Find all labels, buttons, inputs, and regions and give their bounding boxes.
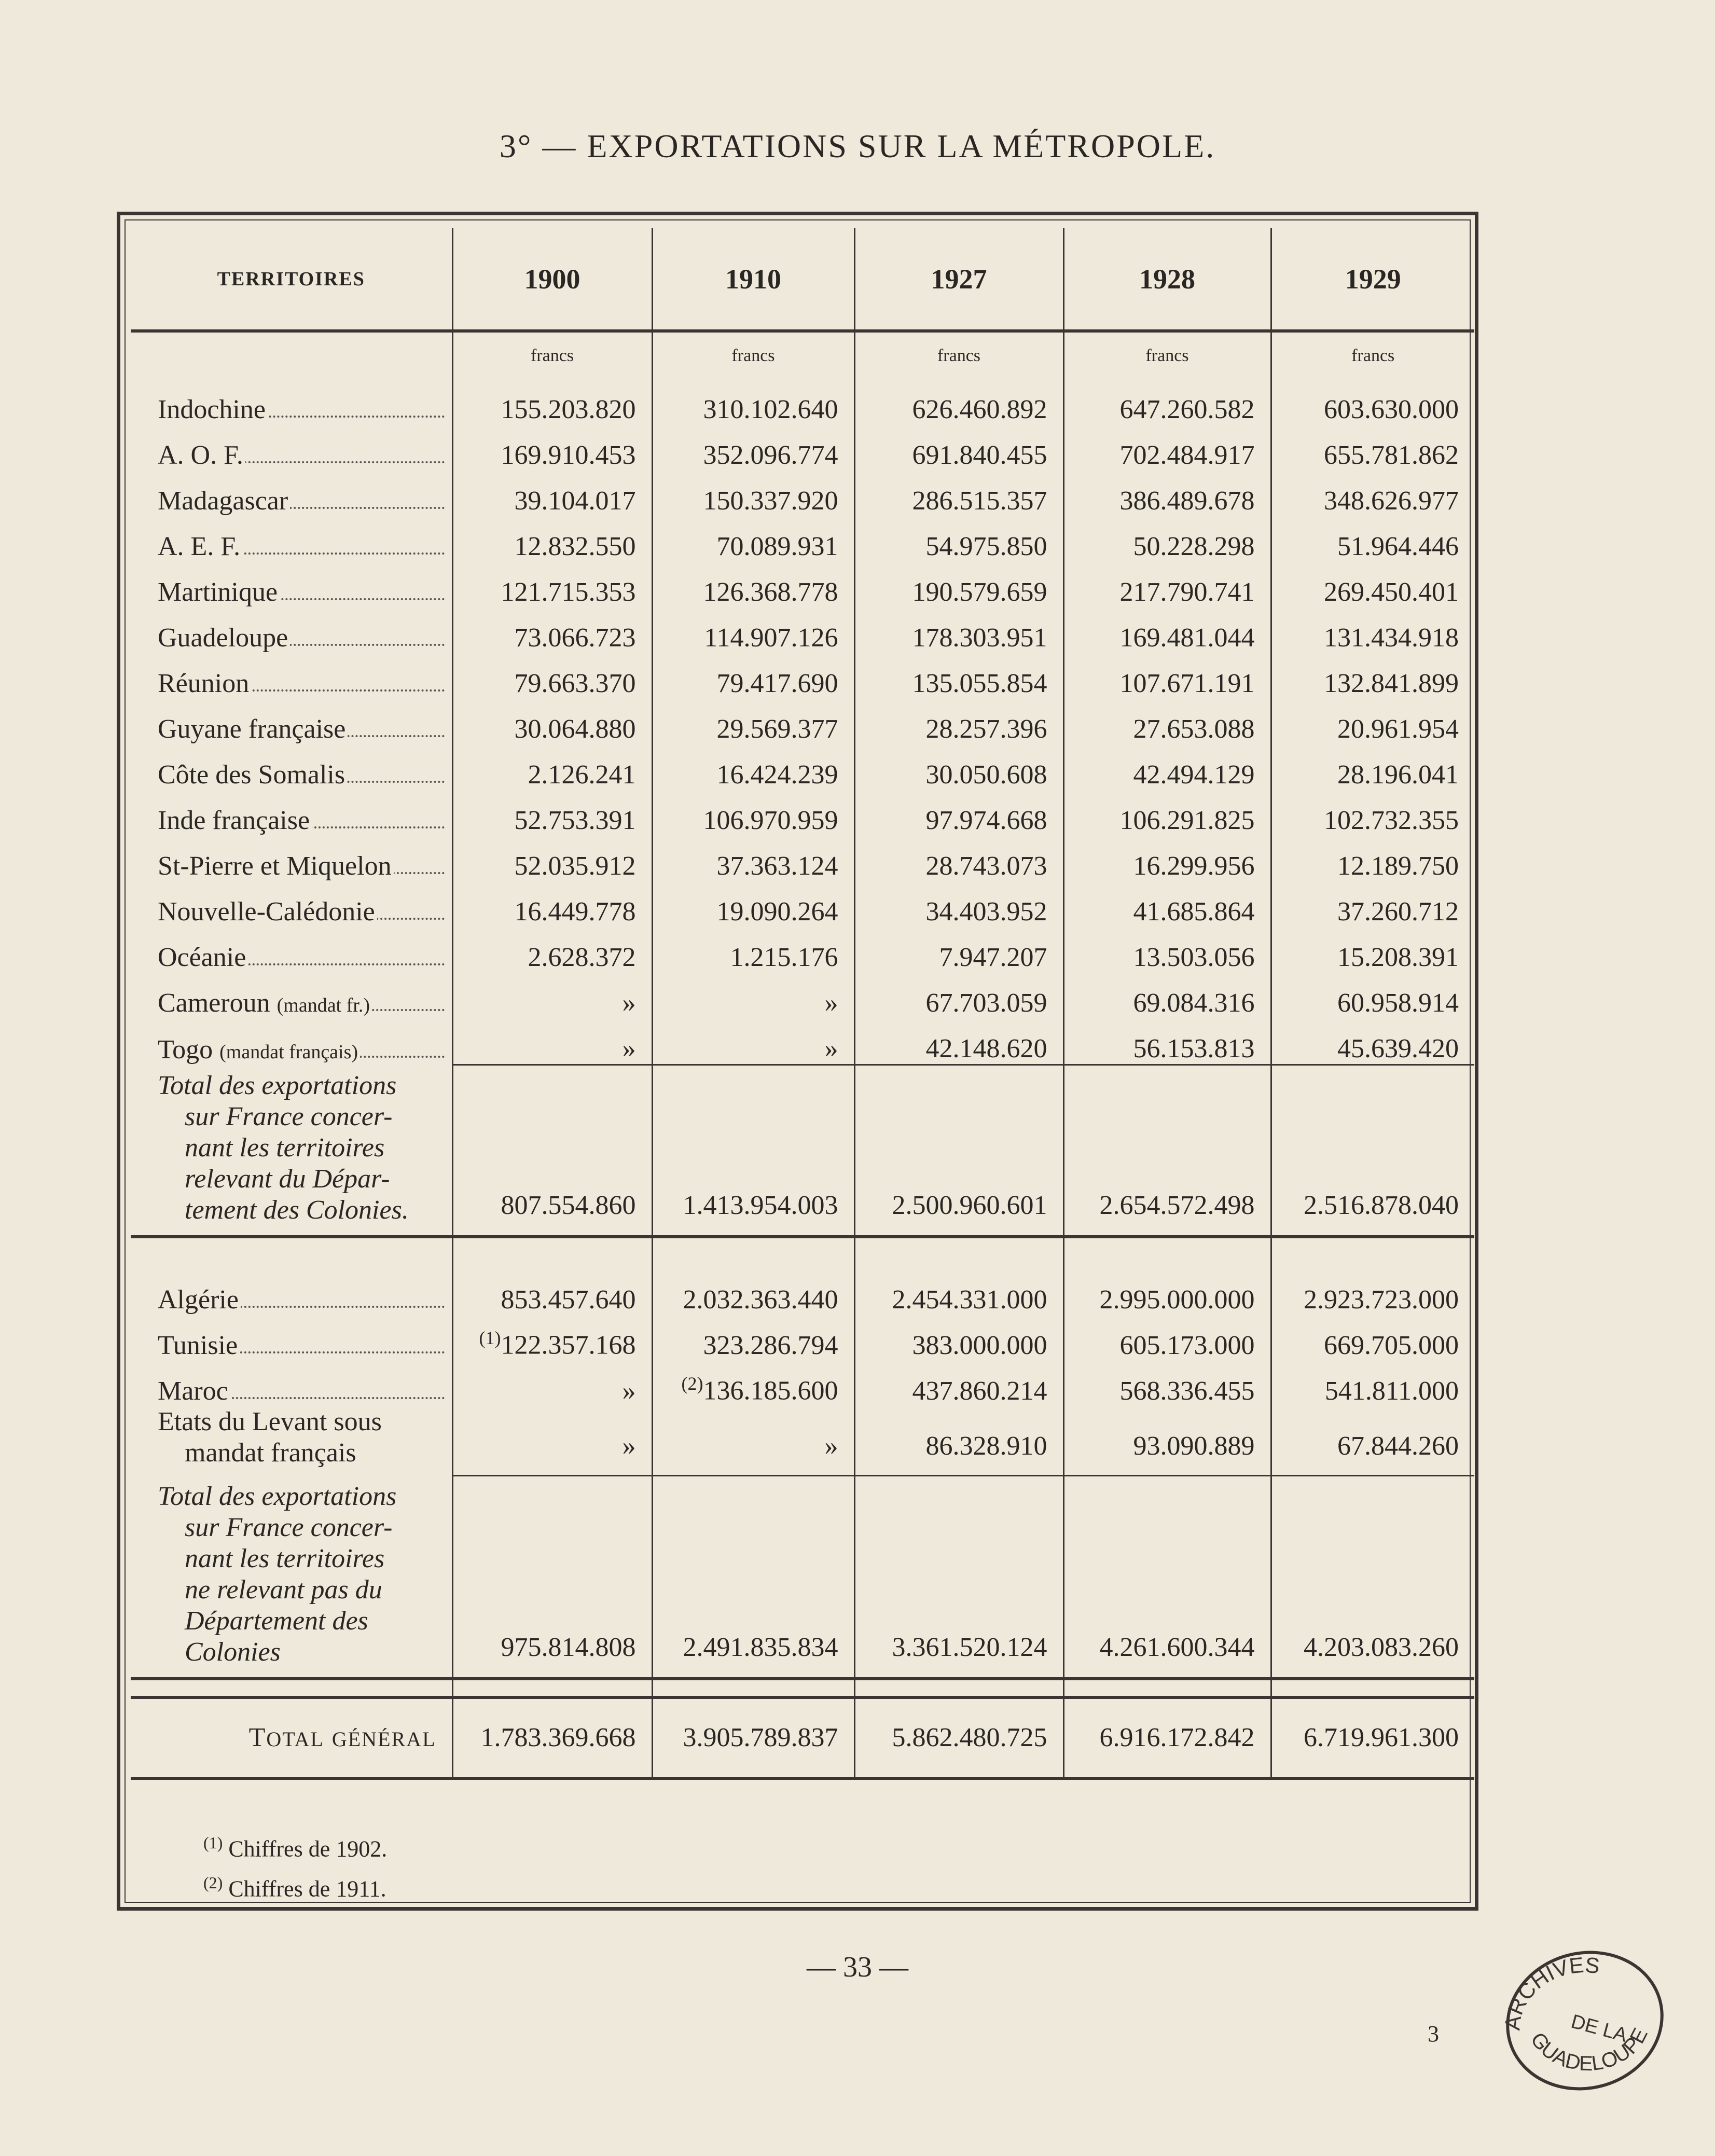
subtotal-label: Total des exportations sur France concer- nant les territoires relevant du Dépar- tement des Colonies. (131, 1065, 452, 1237)
table-row (131, 562, 1474, 607)
page-number: 3 (1428, 2021, 1439, 2047)
value-1929: 15.208.391 (1271, 927, 1474, 973)
value-1929: 655.781.862 (1271, 425, 1474, 471)
grand-total-1927: 5.862.480.725 (854, 1697, 1063, 1778)
territory-label: A. E. F. (131, 516, 452, 562)
value-1928: 42.494.129 (1063, 744, 1271, 790)
value-1929: 28.196.041 (1271, 744, 1474, 790)
value-1910: 106.970.959 (652, 790, 854, 836)
value-1927: 626.460.892 (854, 379, 1063, 425)
subtotal-1910: 2.491.835.834 (652, 1476, 854, 1679)
grand-total-1928: 6.916.172.842 (1063, 1697, 1271, 1778)
table-row (131, 927, 1474, 973)
table-row (131, 516, 1474, 562)
value-1900: 2.126.241 (452, 744, 652, 790)
stamp-text-middle: DE LA (1569, 2010, 1629, 2047)
value-1900: 155.203.820 (452, 379, 652, 425)
territory-label: Inde française (131, 790, 452, 836)
value-1927: 42.148.620 (854, 1018, 1063, 1065)
value-1900: 79.663.370 (452, 653, 652, 699)
value-1910: 2.032.363.440 (652, 1269, 854, 1315)
value-1910: 150.337.920 (652, 471, 854, 516)
value-1929: 20.961.954 (1271, 699, 1474, 744)
table-row (131, 1269, 1474, 1315)
value-1929: 603.630.000 (1271, 379, 1474, 425)
table-row (131, 1406, 1474, 1476)
exports-table (131, 228, 1474, 1780)
value-1910: 126.368.778 (652, 562, 854, 607)
subtotal-1900: 975.814.808 (452, 1476, 652, 1679)
value-1910: 79.417.690 (652, 653, 854, 699)
value-1929: 669.705.000 (1271, 1315, 1474, 1361)
value-1900: 52.753.391 (452, 790, 652, 836)
subtotal-1929: 4.203.083.260 (1271, 1476, 1474, 1679)
territory-label: Cameroun (mandat fr.) (131, 973, 452, 1018)
value-1928: 56.153.813 (1063, 1018, 1271, 1065)
value-1929: 132.841.899 (1271, 653, 1474, 699)
table-row (131, 425, 1474, 471)
value-1929: 37.260.712 (1271, 881, 1474, 927)
territory-label: Maroc (131, 1361, 452, 1406)
table-row (131, 653, 1474, 699)
value-1929: 269.450.401 (1271, 562, 1474, 607)
value-1929: 541.811.000 (1271, 1361, 1474, 1406)
value-1900: 853.457.640 (452, 1269, 652, 1315)
value-1929: 131.434.918 (1271, 607, 1474, 653)
value-1928: 386.489.678 (1063, 471, 1271, 516)
territory-label: Etats du Levant sous mandat français (158, 1406, 382, 1468)
value-1900: 16.449.778 (452, 881, 652, 927)
territory-label: Nouvelle-Calédonie (131, 881, 452, 927)
value-1927: 67.703.059 (854, 973, 1063, 1018)
value-1910: 29.569.377 (652, 699, 854, 744)
header-year-1927: 1927 (854, 228, 1063, 331)
value-1900: » (452, 1018, 652, 1065)
header-territoires: TERRITOIRES (131, 228, 452, 331)
archives-stamp (1494, 1940, 1670, 2096)
value-1910: 37.363.124 (652, 836, 854, 881)
subtotal-1910: 1.413.954.003 (652, 1065, 854, 1237)
value-1900: » (452, 1361, 652, 1406)
territory-label: Indochine (131, 379, 452, 425)
table-row (131, 607, 1474, 653)
table-row (131, 744, 1474, 790)
unit-label: francs (854, 331, 1063, 379)
table-row (131, 973, 1474, 1018)
value-1928: 217.790.741 (1063, 562, 1271, 607)
stamp-text-top: ARCHIVES (1500, 1952, 1601, 2032)
table-row (131, 836, 1474, 881)
value-1910: » (652, 1018, 854, 1065)
subtotal-row (131, 1065, 1474, 1237)
table-frame (117, 212, 1478, 1911)
table-row (131, 1315, 1474, 1361)
territory-label: A. O. F. (131, 425, 452, 471)
value-1928: 69.084.316 (1063, 973, 1271, 1018)
value-1910: 70.089.931 (652, 516, 854, 562)
folio: — 33 — (807, 1951, 908, 1983)
value-1928: 2.995.000.000 (1063, 1269, 1271, 1315)
subtotal-row (131, 1476, 1474, 1679)
territory-label: Guyane française (131, 699, 452, 744)
value-1929: 12.189.750 (1271, 836, 1474, 881)
value-1927: 97.974.668 (854, 790, 1063, 836)
value-1927: 691.840.455 (854, 425, 1063, 471)
unit-label: francs (452, 331, 652, 379)
territory-label: Algérie (131, 1269, 452, 1315)
value-1928: 16.299.956 (1063, 836, 1271, 881)
value-1928: 13.503.056 (1063, 927, 1271, 973)
grand-total-row (131, 1697, 1474, 1778)
value-1910: 19.090.264 (652, 881, 854, 927)
value-1927: 190.579.659 (854, 562, 1063, 607)
value-1929: 348.626.977 (1271, 471, 1474, 516)
value-1928: 169.481.044 (1063, 607, 1271, 653)
unit-label: francs (1063, 331, 1271, 379)
value-1910: $^{(2)}$136.185.600 (652, 1361, 854, 1406)
territory-label: Côte des Somalis (131, 744, 452, 790)
value-1927: 178.303.951 (854, 607, 1063, 653)
header-year-1910: 1910 (652, 228, 854, 331)
value-1927: 54.975.850 (854, 516, 1063, 562)
value-1900: 39.104.017 (452, 471, 652, 516)
footnotes (203, 1826, 387, 1905)
value-1910: 323.286.794 (652, 1315, 854, 1361)
unit-label: francs (652, 331, 854, 379)
territory-label: Guadeloupe (131, 607, 452, 653)
subtotal-1900: 807.554.860 (452, 1065, 652, 1237)
value-1900: 30.064.880 (452, 699, 652, 744)
subtotal-1928: 2.654.572.498 (1063, 1065, 1271, 1237)
table-row (131, 881, 1474, 927)
territory-label: Togo (mandat français) (131, 1018, 452, 1065)
value-1928: 41.685.864 (1063, 881, 1271, 927)
value-1929: 67.844.260 (1271, 1406, 1474, 1476)
value-1927: 286.515.357 (854, 471, 1063, 516)
value-1928: 605.173.000 (1063, 1315, 1271, 1361)
value-1900: 73.066.723 (452, 607, 652, 653)
territory-label: St-Pierre et Miquelon (131, 836, 452, 881)
subtotal-1929: 2.516.878.040 (1271, 1065, 1474, 1237)
value-1910: 114.907.126 (652, 607, 854, 653)
subtotal-1927: 3.361.520.124 (854, 1476, 1063, 1679)
value-1929: 51.964.446 (1271, 516, 1474, 562)
grand-total-1900: 1.783.369.668 (452, 1697, 652, 1778)
territory-label: Océanie (131, 927, 452, 973)
value-1928: 93.090.889 (1063, 1406, 1271, 1476)
value-1910: 352.096.774 (652, 425, 854, 471)
value-1927: 7.947.207 (854, 927, 1063, 973)
unit-label: francs (1271, 331, 1474, 379)
value-1900: 121.715.353 (452, 562, 652, 607)
subtotal-1927: 2.500.960.601 (854, 1065, 1063, 1237)
subtotal-label: Total des exportations sur France concer- nant les territoires ne relevant pas du Département des Colonies (131, 1476, 452, 1679)
stamp-text-bottom: GUADELOUPE (1526, 2024, 1652, 2076)
value-1900: 2.628.372 (452, 927, 652, 973)
table-row (131, 471, 1474, 516)
value-1927: 86.328.910 (854, 1406, 1063, 1476)
value-1927: 30.050.608 (854, 744, 1063, 790)
value-1927: 28.743.073 (854, 836, 1063, 881)
value-1900: 12.832.550 (452, 516, 652, 562)
value-1928: 568.336.455 (1063, 1361, 1271, 1406)
value-1928: 107.671.191 (1063, 653, 1271, 699)
value-1929: 60.958.914 (1271, 973, 1474, 1018)
territory-label: Réunion (131, 653, 452, 699)
value-1910: » (652, 1406, 854, 1476)
territory-label: Martinique (131, 562, 452, 607)
page-title: 3° — EXPORTATIONS SUR LA MÉTROPOLE. (499, 128, 1216, 164)
value-1927: 34.403.952 (854, 881, 1063, 927)
header-year-1928: 1928 (1063, 228, 1271, 331)
value-1929: 102.732.355 (1271, 790, 1474, 836)
value-1927: 28.257.396 (854, 699, 1063, 744)
value-1927: 437.860.214 (854, 1361, 1063, 1406)
table-row (131, 1361, 1474, 1406)
value-1900: 52.035.912 (452, 836, 652, 881)
value-1928: 50.228.298 (1063, 516, 1271, 562)
value-1928: 27.653.088 (1063, 699, 1271, 744)
value-1928: 702.484.917 (1063, 425, 1271, 471)
value-1900: $^{(1)}$122.357.168 (452, 1315, 652, 1361)
value-1910: 310.102.640 (652, 379, 854, 425)
value-1900: » (452, 1406, 652, 1476)
value-1910: » (652, 973, 854, 1018)
value-1927: 383.000.000 (854, 1315, 1063, 1361)
territory-label: Tunisie (131, 1315, 452, 1361)
value-1927: 2.454.331.000 (854, 1269, 1063, 1315)
value-1929: 45.639.420 (1271, 1018, 1474, 1065)
table-row (131, 699, 1474, 744)
subtotal-1928: 4.261.600.344 (1063, 1476, 1271, 1679)
grand-total-1910: 3.905.789.837 (652, 1697, 854, 1778)
table-row (131, 379, 1474, 425)
value-1929: 2.923.723.000 (1271, 1269, 1474, 1315)
value-1910: 1.215.176 (652, 927, 854, 973)
footnote: $^{(1)}$ Chiffres de 1902. (203, 1833, 388, 1862)
header-year-1929: 1929 (1271, 228, 1474, 331)
value-1900: 169.910.453 (452, 425, 652, 471)
value-1928: 106.291.825 (1063, 790, 1271, 836)
grand-total-label: TOTAL GÉNÉRAL (131, 1697, 452, 1778)
header-year-1900: 1900 (452, 228, 652, 331)
value-1927: 135.055.854 (854, 653, 1063, 699)
value-1900: » (452, 973, 652, 1018)
footnote: $^{(2)}$ Chiffres de 1911. (203, 1873, 386, 1902)
table-row (131, 790, 1474, 836)
value-1928: 647.260.582 (1063, 379, 1271, 425)
table-row (131, 1018, 1474, 1065)
grand-total-1929: 6.719.961.300 (1271, 1697, 1474, 1778)
territory-label: Madagascar (131, 471, 452, 516)
value-1910: 16.424.239 (652, 744, 854, 790)
